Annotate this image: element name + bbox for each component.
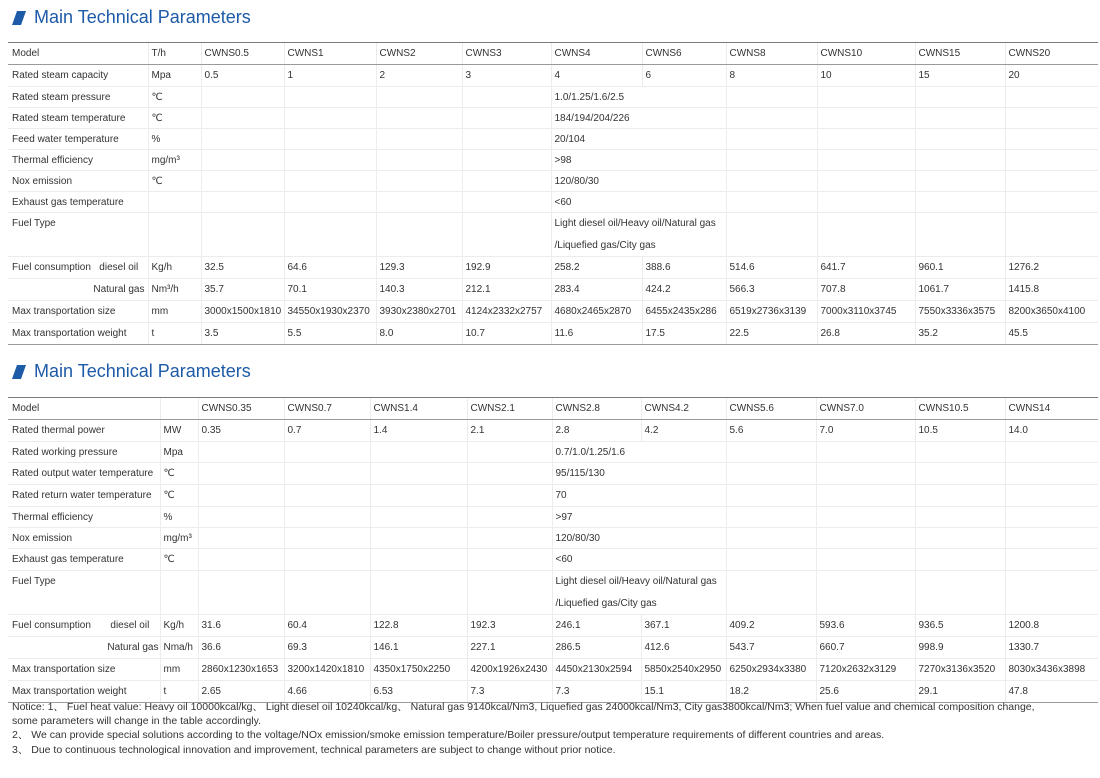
row-label: Fuel Type	[12, 576, 56, 588]
cell-value: 34550x1930x2370	[284, 301, 376, 323]
cell-value: 29.1	[915, 681, 1005, 703]
fuel-consumption-label: Fuel consumption	[12, 620, 91, 631]
cell-value: 20	[1005, 65, 1098, 87]
table-row	[8, 571, 1098, 593]
header-model: Model	[8, 398, 160, 420]
cell-value: 60.4	[284, 615, 370, 637]
cell-value: 69.3	[284, 637, 370, 659]
cell-value: 3000x1500x1810	[201, 301, 284, 323]
table-row	[8, 192, 1098, 213]
header-col: CWNS3	[462, 43, 551, 65]
row-unit: Nm³/h	[148, 279, 201, 301]
cell-value: /Liquefied gas/City gas	[552, 593, 641, 615]
row-unit: Mpa	[148, 65, 201, 87]
table-row	[8, 108, 1098, 129]
cell-value: 4350x1750x2250	[370, 659, 467, 681]
cell-value: 660.7	[816, 637, 915, 659]
header-col: CWNS2	[376, 43, 462, 65]
cell-value: 35.7	[201, 279, 284, 301]
header-col: CWNS1.4	[370, 398, 467, 420]
cell-value: 0.35	[198, 420, 284, 442]
row-unit: mg/m³	[148, 150, 201, 171]
table-row	[8, 301, 1098, 323]
cell-value: 17.5	[642, 323, 726, 345]
cell-value: 258.2	[551, 257, 642, 279]
cell-value: 7550x3336x3575	[915, 301, 1005, 323]
row-label: Thermal efficiency	[8, 150, 148, 171]
row-unit: mm	[160, 659, 198, 681]
cell-value: 7.3	[552, 681, 641, 703]
header-col: CWNS2.1	[467, 398, 552, 420]
table-row	[8, 528, 1098, 549]
row-label: Exhaust gas temperature	[8, 192, 148, 213]
header-col: CWNS5.6	[726, 398, 816, 420]
row-label: Max transportation weight	[8, 681, 160, 703]
header-col: CWNS0.5	[201, 43, 284, 65]
title-slash-icon	[12, 11, 26, 25]
row-label: Exhaust gas temperature	[8, 549, 160, 571]
row-unit: ℃	[148, 87, 201, 108]
cell-value: 5.6	[726, 420, 816, 442]
row-label: Rated steam temperature	[8, 108, 148, 129]
cell-value: 8	[726, 65, 817, 87]
cell-value: 0.5	[201, 65, 284, 87]
cell-value: 4	[551, 65, 642, 87]
cell-value: 45.5	[1005, 323, 1098, 345]
cell-value: 593.6	[816, 615, 915, 637]
cell-value: 2.1	[467, 420, 552, 442]
row-label: Nox emission	[8, 528, 160, 549]
cell-value: 2.8	[552, 420, 641, 442]
water-parameters-table	[8, 397, 1098, 703]
cell-value: 0.7/1.0/1.25/1.6	[552, 442, 641, 463]
row-unit: %	[160, 507, 198, 528]
row-label: Rated steam pressure	[8, 87, 148, 108]
cell-value: 5850x2540x2950	[641, 659, 726, 681]
cell-value: 70.1	[284, 279, 376, 301]
notice-block	[12, 700, 1092, 757]
cell-value: >98	[551, 150, 642, 171]
table-row	[8, 593, 1098, 615]
header-col: CWNS0.35	[198, 398, 284, 420]
row-label	[8, 615, 160, 637]
row-label: Rated output water temperature	[8, 463, 160, 485]
cell-value: 3	[462, 65, 551, 87]
cell-value: 367.1	[641, 615, 726, 637]
cell-value: Light diesel oil/Heavy oil/Natural gas	[552, 571, 641, 593]
cell-value: 4.2	[641, 420, 726, 442]
cell-value: 64.6	[284, 257, 376, 279]
diesel-oil-label: diesel oil	[99, 262, 139, 273]
cell-value: 32.5	[201, 257, 284, 279]
cell-value: 1330.7	[1005, 637, 1098, 659]
cell-value: 0.7	[284, 420, 370, 442]
table-row	[8, 235, 1098, 257]
cell-value: 31.6	[198, 615, 284, 637]
table-row	[8, 171, 1098, 192]
table-row	[8, 549, 1098, 571]
cell-value: 20/104	[551, 129, 642, 150]
cell-value: 6250x2934x3380	[726, 659, 816, 681]
cell-value: 1276.2	[1005, 257, 1098, 279]
header-col: CWNS4	[551, 43, 642, 65]
row-unit: t	[160, 681, 198, 703]
row-label: Rated return water temperature	[8, 485, 160, 507]
cell-value: 283.4	[551, 279, 642, 301]
cell-value: 18.2	[726, 681, 816, 703]
cell-value: 543.7	[726, 637, 816, 659]
cell-value: 566.3	[726, 279, 817, 301]
cell-value: 7120x2632x3129	[816, 659, 915, 681]
header-col: CWNS6	[642, 43, 726, 65]
water-section-title	[12, 361, 251, 382]
row-label: Rated thermal power	[8, 420, 160, 442]
row-unit: ℃	[160, 549, 198, 571]
row-unit: Nma/h	[160, 637, 198, 659]
cell-value: 129.3	[376, 257, 462, 279]
header-unit	[160, 398, 198, 420]
cell-value: <60	[551, 192, 642, 213]
cell-value: 2.65	[198, 681, 284, 703]
table-row	[8, 257, 1098, 279]
cell-value: 1.4	[370, 420, 467, 442]
cell-value: 2860x1230x1653	[198, 659, 284, 681]
row-unit: ℃	[160, 485, 198, 507]
cell-value: 4450x2130x2594	[552, 659, 641, 681]
table-row	[8, 398, 1098, 420]
cell-value: 641.7	[817, 257, 915, 279]
cell-value: 26.8	[817, 323, 915, 345]
cell-value: 192.9	[462, 257, 551, 279]
cell-value: 47.8	[1005, 681, 1098, 703]
cell-value: 409.2	[726, 615, 816, 637]
table-row	[8, 615, 1098, 637]
cell-value: 7270x3136x3520	[915, 659, 1005, 681]
cell-value: 6.53	[370, 681, 467, 703]
cell-value: 120/80/30	[551, 171, 642, 192]
steam-section-title	[12, 7, 251, 28]
row-unit: t	[148, 323, 201, 345]
cell-value: 70	[552, 485, 641, 507]
cell-value: 8.0	[376, 323, 462, 345]
cell-value: 960.1	[915, 257, 1005, 279]
cell-value: 7000x3110x3745	[817, 301, 915, 323]
table-row	[8, 43, 1098, 65]
row-label: Max transportation size	[8, 301, 148, 323]
header-col: CWNS0.7	[284, 398, 370, 420]
cell-value: 707.8	[817, 279, 915, 301]
table-row	[8, 442, 1098, 463]
cell-value: <60	[552, 549, 641, 571]
header-col: CWNS1	[284, 43, 376, 65]
cell-value: 15.1	[641, 681, 726, 703]
cell-value: 22.5	[726, 323, 817, 345]
table-row	[8, 507, 1098, 528]
header-col: CWNS15	[915, 43, 1005, 65]
cell-value: 1	[284, 65, 376, 87]
row-label	[8, 257, 148, 279]
water-title-text: Main Technical Parameters	[34, 361, 251, 381]
row-unit: mm	[148, 301, 201, 323]
table-row	[8, 485, 1098, 507]
table-row	[8, 129, 1098, 150]
cell-value: 35.2	[915, 323, 1005, 345]
cell-value: 6455x2435x286	[642, 301, 726, 323]
table-row	[8, 659, 1098, 681]
header-col: CWNS14	[1005, 398, 1098, 420]
cell-value: 192.3	[467, 615, 552, 637]
row-label: Thermal efficiency	[8, 507, 160, 528]
header-unit: T/h	[148, 43, 201, 65]
cell-value: 388.6	[642, 257, 726, 279]
cell-value: Light diesel oil/Heavy oil/Natural gas	[551, 213, 642, 235]
row-unit: ℃	[148, 171, 201, 192]
cell-value: 1.0/1.25/1.6/2.5	[551, 87, 642, 108]
cell-value: 7.0	[816, 420, 915, 442]
cell-value: 10.5	[915, 420, 1005, 442]
header-col: CWNS20	[1005, 43, 1098, 65]
cell-value: 1061.7	[915, 279, 1005, 301]
row-label: Nox emission	[8, 171, 148, 192]
cell-value: 4.66	[284, 681, 370, 703]
header-col: CWNS8	[726, 43, 817, 65]
cell-value: 936.5	[915, 615, 1005, 637]
row-unit: mg/m³	[160, 528, 198, 549]
table-row	[8, 279, 1098, 301]
cell-value: 8200x3650x4100	[1005, 301, 1098, 323]
row-label: Max transportation size	[8, 659, 160, 681]
cell-value: 140.3	[376, 279, 462, 301]
table-row	[8, 150, 1098, 171]
row-label: Rated steam capacity	[8, 65, 148, 87]
cell-value: 4124x2332x2757	[462, 301, 551, 323]
row-label: Feed water temperature	[8, 129, 148, 150]
cell-value: 14.0	[1005, 420, 1098, 442]
cell-value: 1200.8	[1005, 615, 1098, 637]
cell-value: 227.1	[467, 637, 552, 659]
row-label: Rated working pressure	[8, 442, 160, 463]
cell-value: 424.2	[642, 279, 726, 301]
diesel-oil-label: diesel oil	[110, 620, 150, 631]
notice-line: 3、 Due to continuous technological innovation and improvement, technical parameters are subject to change without prior notice.	[12, 743, 616, 756]
fuel-consumption-label: Fuel consumption	[12, 262, 91, 273]
cell-value: 3930x2380x2701	[376, 301, 462, 323]
row-unit: MW	[160, 420, 198, 442]
steam-parameters-table	[8, 42, 1098, 345]
cell-value: 184/194/204/226	[551, 108, 642, 129]
cell-value: 15	[915, 65, 1005, 87]
table-row	[8, 637, 1098, 659]
row-label: Max transportation weight	[8, 323, 148, 345]
cell-value: 36.6	[198, 637, 284, 659]
cell-value: 2	[376, 65, 462, 87]
table-row	[8, 213, 1098, 235]
cell-value: 5.5	[284, 323, 376, 345]
cell-value: 7.3	[467, 681, 552, 703]
cell-value: 246.1	[552, 615, 641, 637]
cell-value: 10	[817, 65, 915, 87]
notice-line: some parameters will change in the table accordingly.	[12, 715, 262, 728]
cell-value: 146.1	[370, 637, 467, 659]
cell-value: 286.5	[552, 637, 641, 659]
cell-value: 998.9	[915, 637, 1005, 659]
title-slash-icon	[12, 365, 26, 379]
cell-value: 122.8	[370, 615, 467, 637]
row-unit: Kg/h	[148, 257, 201, 279]
cell-value: 11.6	[551, 323, 642, 345]
table-row	[8, 87, 1098, 108]
header-col: CWNS4.2	[641, 398, 726, 420]
cell-value: 25.6	[816, 681, 915, 703]
cell-value: 6519x2736x3139	[726, 301, 817, 323]
row-unit: ℃	[160, 463, 198, 485]
table-row	[8, 323, 1098, 345]
cell-value: 212.1	[462, 279, 551, 301]
table-row	[8, 65, 1098, 87]
table-row	[8, 420, 1098, 442]
row-unit: ℃	[148, 108, 201, 129]
row-unit: %	[148, 129, 201, 150]
notice-line: Notice: 1、 Fuel heat value: Heavy oil 10000kcal/kg、 Light diesel oil 10240kcal/kg、 Natural gas 9140kcal/Nm3, Liquefied gas 24000kcal/Nm3, City gas3800kcal/Nm3; When fuel value and chemical composition change,	[12, 701, 1035, 713]
cell-value: /Liquefied gas/City gas	[551, 235, 642, 257]
row-unit: Kg/h	[160, 615, 198, 637]
cell-value: 10.7	[462, 323, 551, 345]
cell-value: 4680x2465x2870	[551, 301, 642, 323]
header-model: Model	[8, 43, 148, 65]
cell-value: >97	[552, 507, 641, 528]
header-col: CWNS10	[817, 43, 915, 65]
natural-gas-label: Natural gas	[8, 637, 160, 659]
cell-value: 1415.8	[1005, 279, 1098, 301]
cell-value: 3.5	[201, 323, 284, 345]
notice-line: 2、 We can provide special solutions according to the voltage/NOx emission/smoke emission temperature/Boiler pressure/output temperature requirements of different countries and areas.	[12, 729, 885, 742]
row-unit: Mpa	[160, 442, 198, 463]
cell-value: 4200x1926x2430	[467, 659, 552, 681]
row-label: Fuel Type	[12, 218, 56, 230]
natural-gas-label: Natural gas	[8, 279, 148, 301]
table-row	[8, 463, 1098, 485]
cell-value: 3200x1420x1810	[284, 659, 370, 681]
cell-value: 120/80/30	[552, 528, 641, 549]
header-col: CWNS2.8	[552, 398, 641, 420]
header-col: CWNS7.0	[816, 398, 915, 420]
steam-title-text: Main Technical Parameters	[34, 7, 251, 27]
cell-value: 8030x3436x3898	[1005, 659, 1098, 681]
cell-value: 514.6	[726, 257, 817, 279]
cell-value: 6	[642, 65, 726, 87]
cell-value: 95/115/130	[552, 463, 641, 485]
cell-value: 412.6	[641, 637, 726, 659]
header-col: CWNS10.5	[915, 398, 1005, 420]
